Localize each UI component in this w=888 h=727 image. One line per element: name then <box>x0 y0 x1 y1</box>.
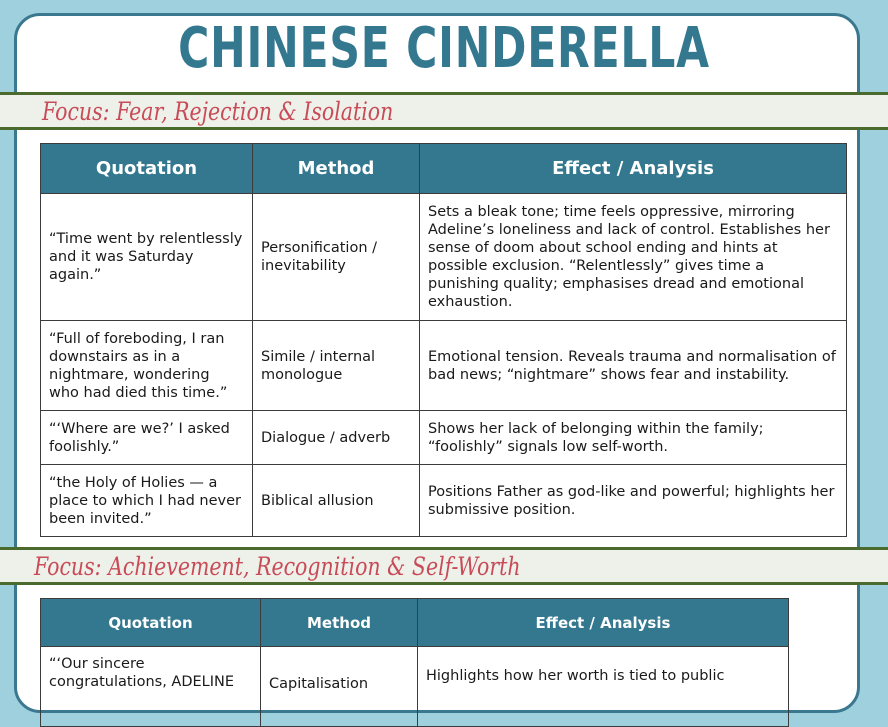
table-row <box>41 647 789 727</box>
analysis-table-fear <box>40 143 847 537</box>
effect-cell: Highlights how her worth is tied to public <box>418 647 789 727</box>
method-cell: Personification / inevitability <box>253 194 420 321</box>
header-effect: Effect / Analysis <box>420 144 847 194</box>
effect-cell: Emotional tension. Reveals trauma and normalisation of bad news; “nightmare” shows fear and instability. <box>420 321 847 411</box>
method-cell: Capitalisation <box>261 647 418 727</box>
table-row <box>41 465 847 537</box>
method-cell: Simile / internal monologue <box>253 321 420 411</box>
table-header-row <box>41 144 847 194</box>
analysis-table-achievement <box>40 598 789 727</box>
quotation-cell: “Time went by relentlessly and it was Saturday again.” <box>41 194 253 321</box>
focus-heading: Focus: Achievement, Recognition & Self-Worth <box>34 552 521 581</box>
quotation-cell: “the Holy of Holies — a place to which I had never been invited.” <box>41 465 253 537</box>
effect-cell: Positions Father as god-like and powerful; highlights her submissive position. <box>420 465 847 537</box>
effect-cell: Shows her lack of belonging within the family; “foolishly” signals low self-worth. <box>420 411 847 465</box>
header-quotation: Quotation <box>41 599 261 647</box>
table-header-row <box>41 599 789 647</box>
header-effect: Effect / Analysis <box>418 599 789 647</box>
method-cell: Biblical allusion <box>253 465 420 537</box>
table-row <box>41 321 847 411</box>
quotation-cell: “‘Our sincere congratulations, ADELINE <box>41 647 261 727</box>
table-row <box>41 194 847 321</box>
header-method: Method <box>261 599 418 647</box>
table-row <box>41 411 847 465</box>
focus-banner-fear <box>0 92 888 130</box>
quotation-cell: “Full of foreboding, I ran downstairs as in a nightmare, wondering who had died this time.” <box>41 321 253 411</box>
effect-cell: Sets a bleak tone; time feels oppressive, mirroring Adeline’s loneliness and lack of control. Establishes her sense of doom about school ending and hints at possible exclusion. “Relentlessly” gives time a punishing quality; emphasises dread and emotional exhaustion. <box>420 194 847 321</box>
header-quotation: Quotation <box>41 144 253 194</box>
quotation-cell: “‘Where are we?’ I asked foolishly.” <box>41 411 253 465</box>
header-method: Method <box>253 144 420 194</box>
method-cell: Dialogue / adverb <box>253 411 420 465</box>
page-title: CHINESE CINDERELLA <box>178 16 710 81</box>
focus-heading: Focus: Fear, Rejection & Isolation <box>42 97 394 126</box>
focus-banner-achievement <box>0 547 888 585</box>
